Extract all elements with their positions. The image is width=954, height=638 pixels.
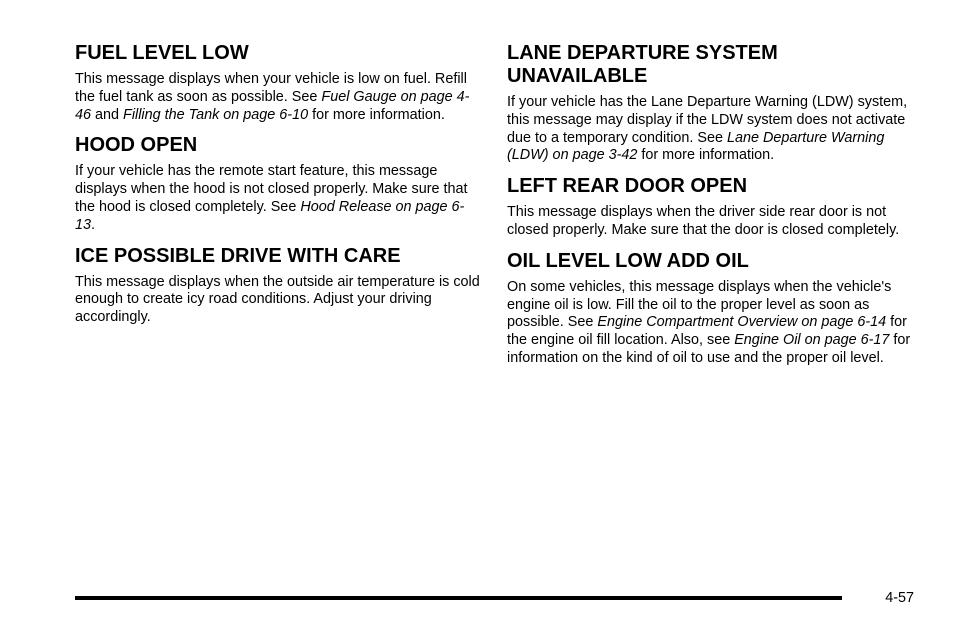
body-text: for the engine oil fill location. Also, see bbox=[507, 314, 907, 349]
left-column bbox=[75, 42, 483, 337]
cross-reference: Engine Oil on page 6-17 bbox=[734, 332, 890, 349]
body-text: for more information. bbox=[637, 147, 775, 164]
cross-reference: Engine Compartment Overview on page 6-14 bbox=[597, 314, 887, 331]
body-text: This message displays when the driver side rear door is not closed properly. Make sure that the door is closed completely. bbox=[507, 204, 900, 238]
body-text: If your vehicle has the Lane Departure Warning (LDW) system, this message may display if the LDW system does not activate due to a temporary condition. See bbox=[507, 94, 908, 146]
body-text: . bbox=[91, 216, 96, 233]
section-heading: OIL LEVEL LOW ADD OIL bbox=[507, 249, 749, 272]
footer-rule bbox=[75, 596, 842, 600]
page-number: 4-57 bbox=[885, 590, 914, 606]
body-text: This message displays when the outside air temperature is cold enough to create icy road conditions. Adjust your driving accordingly. bbox=[75, 273, 480, 326]
body-text: for more information. bbox=[308, 106, 445, 123]
section bbox=[75, 42, 483, 124]
section-heading: FUEL LEVEL LOW bbox=[75, 42, 249, 64]
section bbox=[75, 245, 483, 327]
section-body bbox=[75, 163, 483, 234]
section bbox=[507, 175, 915, 240]
section-heading: HOOD OPEN bbox=[75, 134, 198, 157]
cross-reference: Filling the Tank on page 6-10 bbox=[123, 106, 309, 123]
body-text: If your vehicle has the remote start feature, this message displays when the hood is not closed properly. Make sure that the hood is closed completely. See bbox=[75, 163, 468, 215]
section-body bbox=[507, 279, 915, 368]
section bbox=[507, 250, 915, 368]
section bbox=[75, 134, 483, 234]
right-column bbox=[507, 42, 915, 378]
cross-reference: Fuel Gauge on page 4-46 bbox=[75, 88, 470, 123]
body-text: and bbox=[91, 106, 124, 123]
section-heading: ICE POSSIBLE DRIVE WITH CARE bbox=[75, 244, 401, 267]
section-body bbox=[75, 71, 483, 124]
section-body bbox=[507, 94, 915, 165]
section-body bbox=[75, 274, 483, 327]
section bbox=[507, 42, 915, 165]
section-body bbox=[507, 204, 915, 240]
cross-reference: Lane Departure Warning (LDW) on page 3-42 bbox=[507, 129, 885, 164]
body-text: This message displays when your vehicle is low on fuel. Refill the fuel tank as soon as possible. See bbox=[75, 71, 467, 105]
body-text: for information on the kind of oil to use and the proper oil level. bbox=[507, 332, 911, 366]
body-text: On some vehicles, this message displays when the vehicle's engine oil is low. Fill the oil to the proper level as soon as possible. See bbox=[507, 278, 892, 331]
section-heading: LANE DEPARTURE SYSTEM UNAVAILABLE bbox=[507, 42, 778, 87]
section-heading: LEFT REAR DOOR OPEN bbox=[507, 175, 748, 198]
cross-reference: Hood Release on page 6-13 bbox=[75, 198, 465, 233]
